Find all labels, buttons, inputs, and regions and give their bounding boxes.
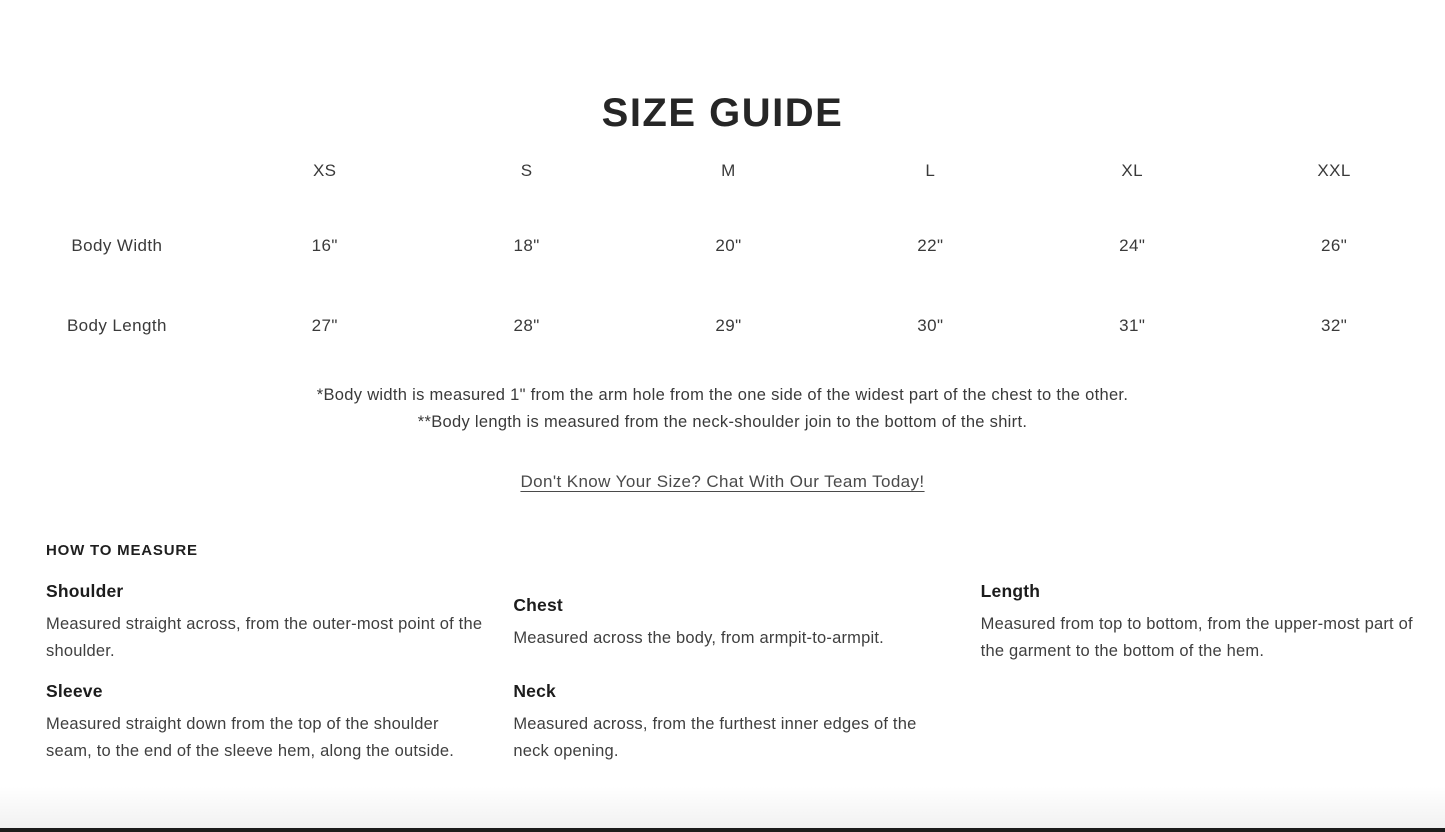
row-label-body-length: Body Length: [66, 316, 167, 335]
body-width-value-xxl: 26": [1320, 236, 1348, 255]
measure-label-sleeve: Sleeve: [46, 681, 103, 701]
measure-text-neck: Measured across, from the furthest inner edges of the neck opening.: [513, 715, 917, 760]
body-length-value-xl: 31": [1119, 316, 1146, 335]
size-guide-table: [10, 136, 1435, 366]
measure-label-neck: Neck: [513, 681, 556, 701]
table-row-body-width: [10, 206, 1435, 286]
measure-item-neck: [513, 681, 954, 765]
note-body-width: *Body width is measured 1" from the arm hole from the one side of the widest part of the chest to the other.: [316, 386, 1129, 404]
note-body-length: **Body length is measured from the neck-shoulder join to the bottom of the shirt.: [417, 413, 1028, 431]
size-table-header-row: [10, 136, 1435, 206]
body-length-value-s: 28": [513, 316, 540, 335]
measurement-notes: [0, 382, 1445, 436]
body-width-value-m: 20": [715, 236, 742, 255]
body-length-value-m: 29": [715, 316, 742, 335]
page-title: SIZE GUIDE: [601, 91, 844, 135]
measure-label-shoulder: Shoulder: [46, 581, 124, 601]
body-width-value-l: 22": [917, 236, 944, 255]
measure-item-length: [981, 581, 1422, 665]
measure-item-sleeve: [46, 681, 487, 765]
size-column-header-m: M: [721, 161, 736, 180]
size-column-header-xl: XL: [1121, 161, 1143, 180]
measure-text-length: Measured from top to bottom, from the upper-most part of the garment to the bottom of the hem.: [980, 615, 1413, 660]
measure-grid: [46, 581, 1422, 765]
measure-text-shoulder: Measured straight across, from the outer-most point of the shoulder.: [46, 615, 483, 660]
measure-item-shoulder: [46, 581, 487, 665]
size-column-header-l: L: [925, 161, 936, 180]
chat-link-row: [0, 472, 1445, 492]
row-label-body-width: Body Width: [71, 236, 163, 255]
body-length-value-xxl: 32": [1320, 316, 1348, 335]
body-width-value-xs: 16": [311, 236, 338, 255]
body-width-value-xl: 24": [1119, 236, 1146, 255]
how-to-measure-section: [0, 542, 1445, 765]
how-to-measure-heading: HOW TO MEASURE: [46, 542, 198, 559]
measure-text-chest: Measured across the body, from armpit-to-armpit.: [513, 628, 884, 647]
body-length-value-l: 30": [917, 316, 944, 335]
body-length-value-xs: 27": [311, 316, 338, 335]
size-column-header-xxl: XXL: [1317, 161, 1351, 180]
measure-label-chest: Chest: [513, 594, 563, 615]
size-column-header-s: S: [520, 161, 533, 180]
body-width-value-s: 18": [513, 236, 540, 255]
chat-with-team-link[interactable]: Don't Know Your Size? Chat With Our Team Today!: [520, 472, 925, 491]
measure-text-sleeve: Measured straight down from the top of the shoulder seam, to the end of the sleeve hem, along the outside.: [46, 715, 454, 760]
size-table-corner-cell: [10, 136, 224, 206]
measure-label-length: Length: [980, 581, 1041, 601]
measure-item-chest: [513, 595, 954, 652]
size-column-header-xs: XS: [312, 161, 337, 180]
table-row-body-length: [10, 286, 1435, 366]
bottom-scroll-fade: [0, 786, 1445, 828]
bottom-edge-bar: [0, 828, 1445, 832]
